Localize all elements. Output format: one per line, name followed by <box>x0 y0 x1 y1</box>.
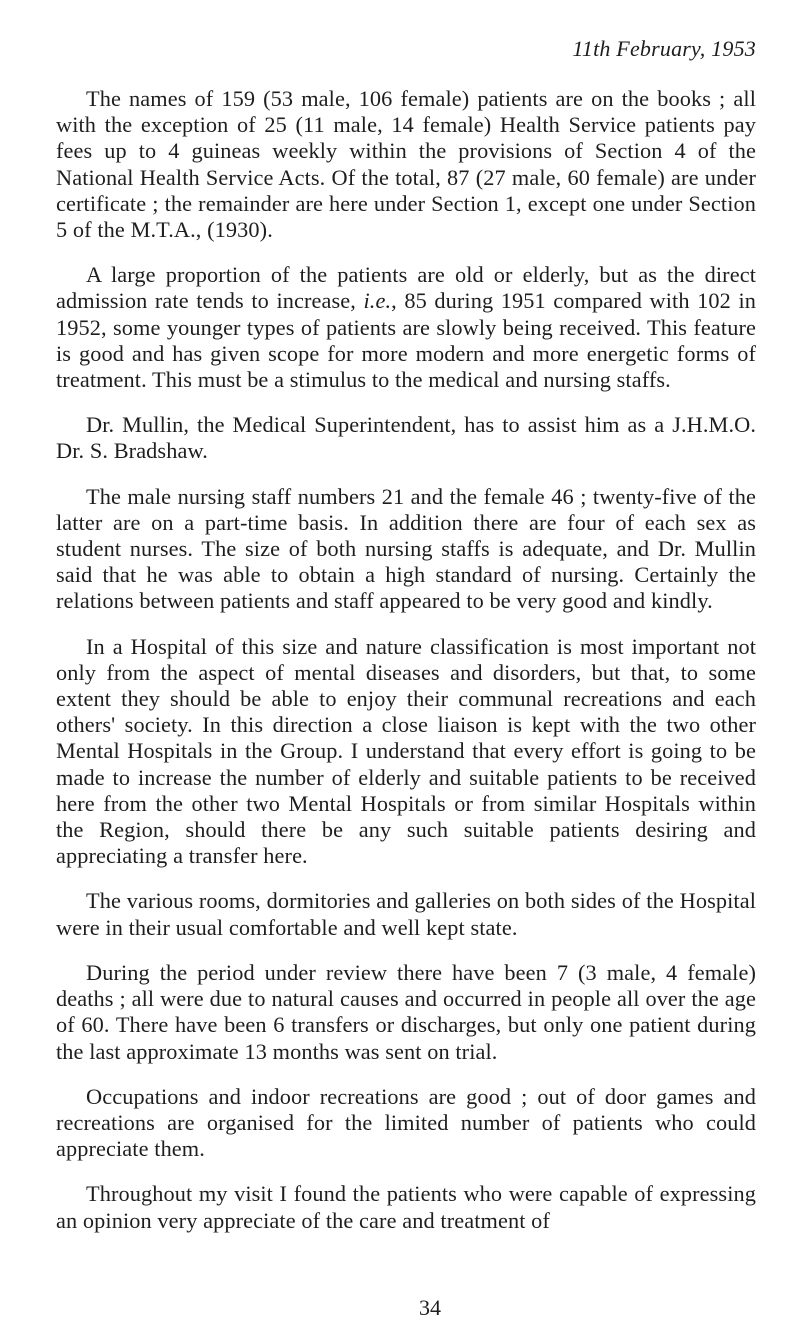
page-number: 34 <box>419 1295 441 1320</box>
running-head-date: 11th February, 1953 <box>572 36 756 61</box>
paragraph-medical-superintendent: Dr. Mullin, the Medical Superintendent, has to assist him as a J.H.M.O. Dr. S. Bradshaw. <box>56 412 756 464</box>
paragraph-admission-rate: A large proportion of the patients are old or elderly, but as the direct admission rate tends to increase, i.e., 85 during 1951 compared with 102 in 1952, some younger types of patients are slowly being received. This feature is good and has given scope for more modern and more energetic forms of treatment. This must be a stimulus to the medical and nursing staffs. <box>56 262 756 393</box>
paragraph-visit-impressions: Throughout my visit I found the patients who were capable of expressing an opinion very appreciate of the care and treatment of <box>56 1181 756 1233</box>
paragraph-nursing-staff: The male nursing staff numbers 21 and the female 46 ; twenty-five of the latter are on a part-time basis. In addition there are four of each sex as student nurses. The size of both nursing staffs is adequate, and Dr. Mullin said that he was able to obtain a high standard of nursing. Certainly the relations between patients and staff appeared to be very good and kindly. <box>56 483 756 614</box>
paragraph-deaths-transfers: During the period under review there have been 7 (3 male, 4 female) deaths ; all were due to natural causes and occurred in people all over the age of 60. There have been 6 transfers or discharges, but only one patient during the last approximate 13 months was sent on trial. <box>56 959 756 1064</box>
body-text <box>56 86 756 1253</box>
abbreviation-ie: i.e. <box>363 288 392 314</box>
paragraph-occupations: Occupations and indoor recreations are good ; out of door games and recreations are organised for the limited number of patients who could appreciate them. <box>56 1083 756 1162</box>
paragraph-rooms-state: The various rooms, dormitories and galleries on both sides of the Hospital were in their usual comfortable and well kept state. <box>56 888 756 940</box>
paragraph-classification: In a Hospital of this size and nature classification is most important not only from the aspect of mental diseases and disorders, but that, to some extent they should be able to enjoy their communal recreations and each others' society. In this direction a close liaison is kept with the two other Mental Hospitals in the Group. I understand that every effort is going to be made to increase the number of elderly and suitable patients to be received here from the other two Mental Hospitals or from similar Hospitals within the Region, should there be any such suitable patients desiring and appreciating a transfer here. <box>56 633 756 869</box>
paragraph-patient-numbers: The names of 159 (53 male, 106 female) patients are on the books ; all with the exception of 25 (11 male, 14 female) Health Service patients pay fees up to 4 guineas weekly within the provisions of Section 4 of the National Health Service Acts. Of the total, 87 (27 male, 60 female) are under certificate ; the remainder are here under Section 1, except one under Section 5 of the M.T.A., (1930). <box>56 86 756 243</box>
